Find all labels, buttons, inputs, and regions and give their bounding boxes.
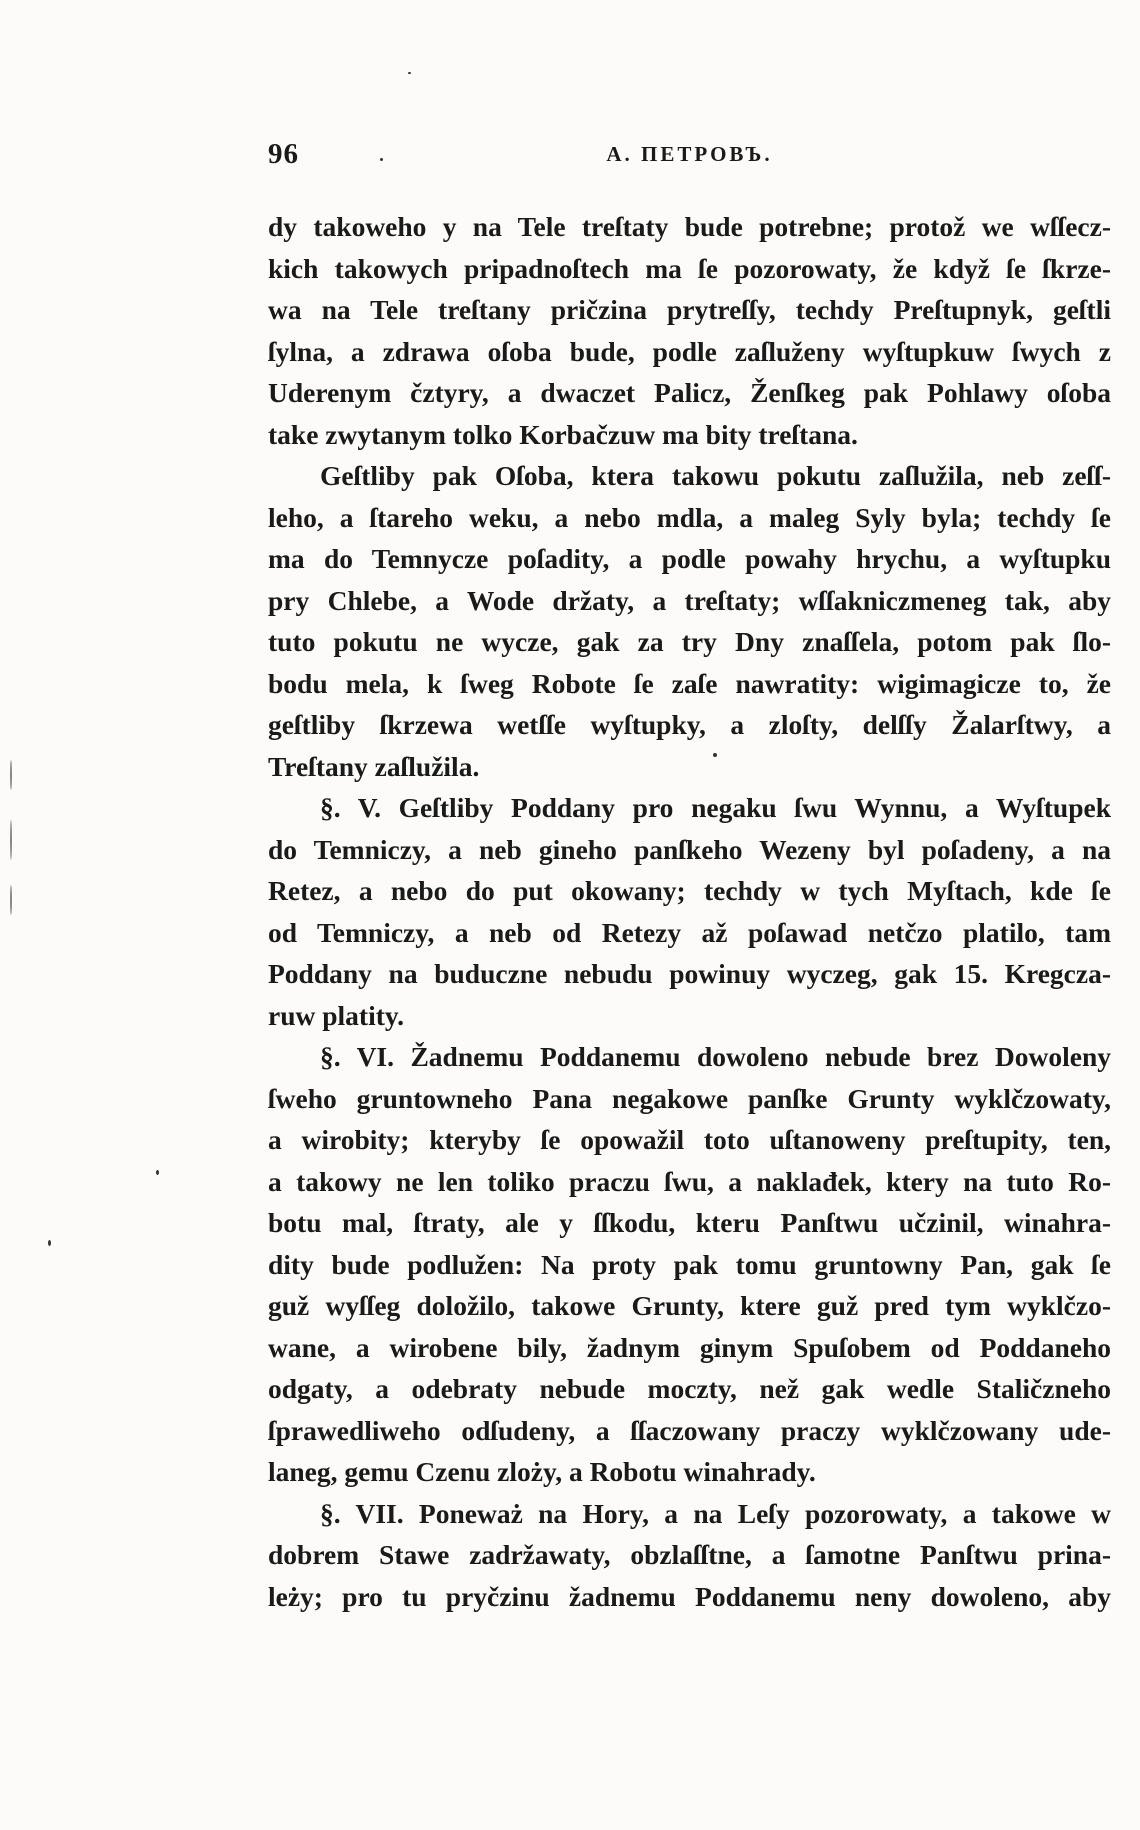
text-line: ſylna, a zdrawa oſoba bude, podle zaſluženy wyſtupkuw ſwych z <box>268 335 1111 367</box>
text-line: geſtliby ſkrzewa wetſſe wyſtupky, a zloſty, delſſy Žalarſtwy, a <box>268 709 1111 740</box>
text-line: ſweho gruntowneho Pana negakowe panſke Grunty wyklčzowaty, <box>268 1082 1111 1114</box>
paragraph-section-vi <box>268 1036 1111 1493</box>
text-line: Uderenym čztyry, a dwaczet Palicz, Ženſkeg pak Pohlawy oſoba <box>268 377 1111 408</box>
text-line: botu mal, ſtraty, ale y ſſkodu, kteru Panſtwu učzinil, winahra- <box>268 1207 1111 1238</box>
text-line: od Temniczy, a neb od Retezy až poſawad netčzo platilo, tam <box>268 916 1111 948</box>
text-line: guž wyſſeg doložilo, takowe Grunty, ktere guž pred tym wyklčzo- <box>268 1290 1111 1321</box>
scan-speck <box>48 1240 51 1246</box>
text-line: leży; pro tu pryčzinu žadnemu Poddanemu neny dowoleno, aby <box>268 1580 1111 1612</box>
text-line: dy takoweho y na Tele treſtaty bude potrebne; protož we wſſecz- <box>268 211 1111 242</box>
paragraph-section-v <box>268 787 1111 1036</box>
text-line: ſprawedliweho odſudeny, a ſſaczowany praczy wyklčzowany ude- <box>268 1414 1111 1446</box>
page-number: 96 <box>268 138 299 170</box>
text-line: bodu mela, k ſweg Robote ſe zaſe nawratity: wigimagicze to, že <box>268 667 1111 699</box>
body-text <box>268 206 1111 1617</box>
running-head <box>268 138 1111 178</box>
paragraph <box>268 455 1111 787</box>
text-line: §. VII. Poneważ na Hory, a na Leſy pozorowaty, a takowe w <box>320 1497 1111 1529</box>
text-line: Geſtliby pak Oſoba, ktera takowu pokutu zaſlužila, neb zeſſ- <box>320 460 1111 491</box>
text-line: Retez, a nebo do put okowany; techdy w tych Myſtach, kde ſe <box>268 875 1111 906</box>
scan-speck <box>10 885 12 915</box>
text-line: odgaty, a odebraty nebude moczty, než gak wedle Staličzneho <box>268 1373 1111 1404</box>
text-line: Poddany na buduczne nebudu powinuy wyczeg, gak 15. Kregcza- <box>268 958 1111 989</box>
text-line: do Temniczy, a neb gineho panſkeho Wezeny byl poſadeny, a na <box>268 833 1111 865</box>
scan-speck <box>10 760 12 790</box>
paragraph <box>268 206 1111 455</box>
text-line: wane, a wirobene bily, žadnym ginym Spuſobem od Poddaneho <box>268 1331 1111 1363</box>
text-line: a takowy ne len toliko praczu ſwu, a naklađek, ktery na tuto Ro- <box>268 1165 1111 1197</box>
scan-speck <box>156 1170 159 1175</box>
scan-speck <box>10 820 12 860</box>
scan-speck <box>380 158 383 161</box>
text-line: §. VI. Žadnemu Poddanemu dowoleno nebude brez Dowoleny <box>320 1041 1111 1072</box>
text-line: ruw platity. <box>268 999 404 1031</box>
text-line: wa na Tele treſtany pričzina prytreſſy, techdy Preſtupnyk, geſtli <box>268 294 1111 325</box>
text-line: ma do Temnycze poſadity, a podle powahy hrychu, a wyſtupku <box>268 543 1111 574</box>
text-line: §. V. Geſtliby Poddany pro negaku ſwu Wynnu, a Wyſtupek <box>320 792 1111 823</box>
text-line: take zwytanym tolko Korbačzuw ma bity treſtana. <box>268 418 858 450</box>
text-line: dobrem Stawe zadržawaty, obzlaſſtne, a ſamotne Panſtwu prina- <box>268 1539 1111 1570</box>
running-head-author: А. ПЕТРОВЪ. <box>606 142 773 166</box>
text-line: tuto pokutu ne wycze, gak za try Dny znaſſela, potom pak ſlo- <box>268 626 1111 657</box>
paragraph-section-vii <box>268 1493 1111 1618</box>
text-line: a wirobity; kteryby ſe opowažil toto uſtanoweny preſtupity, ten, <box>268 1124 1111 1155</box>
text-line: pry Chlebe, a Wode držaty, a treſtaty; wſſakniczmeneg tak, aby <box>268 584 1111 616</box>
scan-speck <box>713 753 717 757</box>
text-line: dity bude podlužen: Na proty pak tomu gruntowny Pan, gak ſe <box>268 1248 1111 1280</box>
text-line: laneg, gemu Czenu zloży, a Robotu winahrady. <box>268 1456 816 1487</box>
text-line: kich takowych pripadnoſtech ma ſe pozorowaty, že když ſe ſkrze- <box>268 252 1111 284</box>
text-line: Treſtany zaſlužila. <box>268 750 480 782</box>
text-line: leho, a ſtareho weku, a nebo mdla, a maleg Syly byla; techdy ſe <box>268 501 1111 533</box>
scan-speck <box>408 72 411 74</box>
